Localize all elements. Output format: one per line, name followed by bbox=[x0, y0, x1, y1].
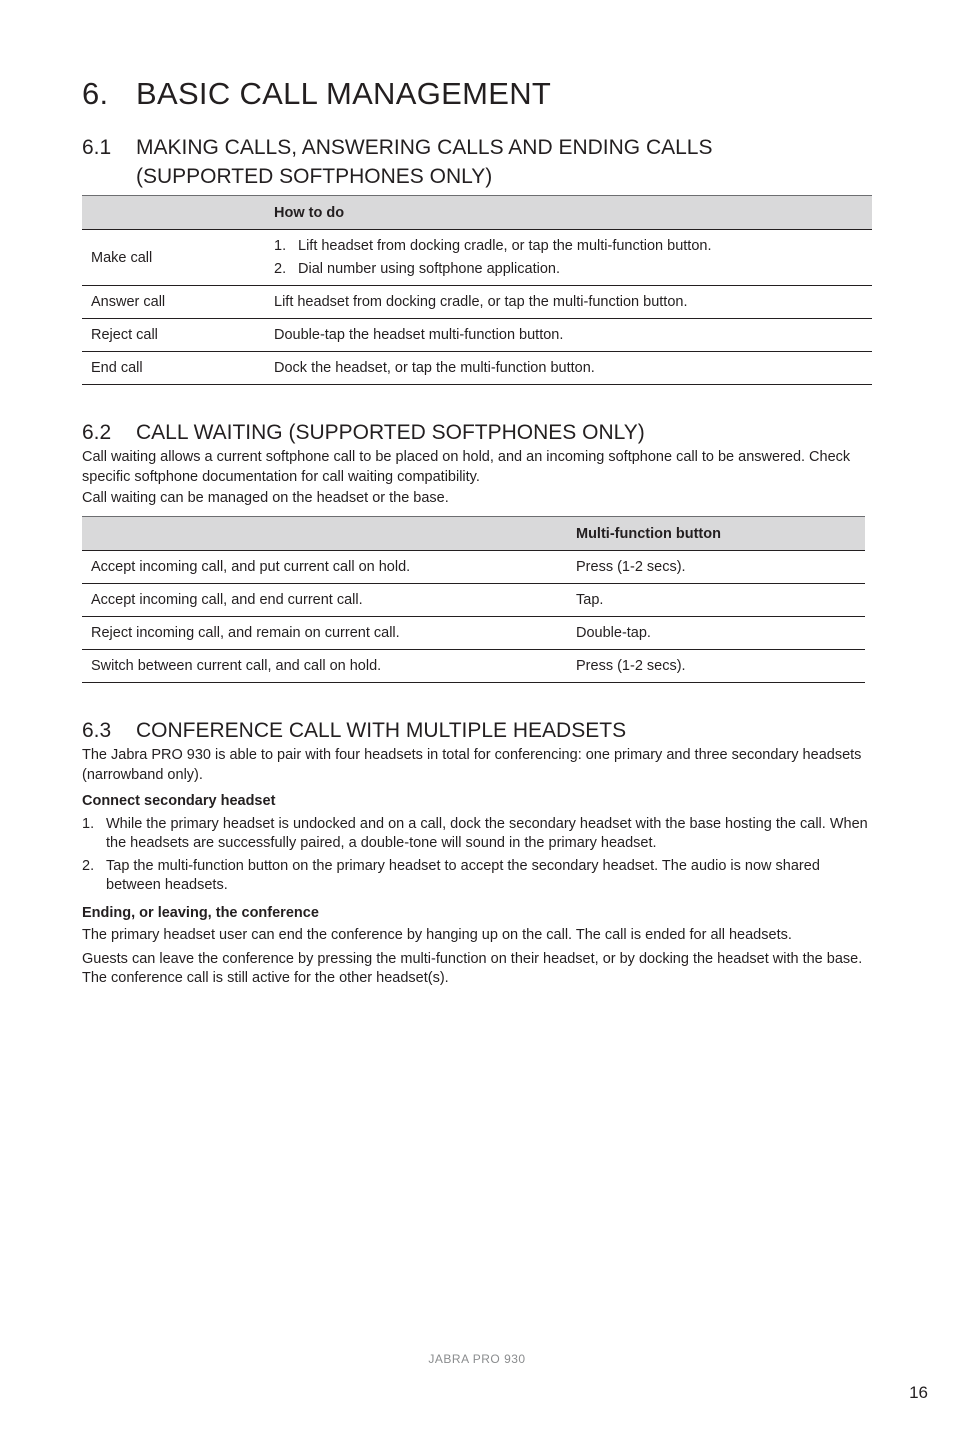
table-header-cell bbox=[82, 196, 265, 230]
table-cell: Double-tap. bbox=[567, 617, 865, 650]
paragraph: The primary headset user can end the conference by hanging up on the call. The call is ended for all headsets. bbox=[82, 927, 792, 943]
table-row bbox=[82, 551, 865, 584]
section-title: CALL WAITING (SUPPORTED SOFTPHONES ONLY) bbox=[136, 421, 645, 444]
paragraph: Guests can leave the conference by pressing the multi-function on their headset, or by docking the headset with the base. The conference call is still active for the other headset(s). bbox=[82, 950, 863, 986]
table-cell-action: End call bbox=[82, 352, 265, 385]
step-text: While the primary headset is undocked and on a call, dock the secondary headset with the base hosting the call. When the headsets are successfully paired, a double-tone will sound in the primary headset. bbox=[106, 815, 868, 851]
chapter-number: 6. bbox=[82, 76, 109, 111]
list-item bbox=[82, 857, 872, 896]
step-number: 2. bbox=[82, 857, 95, 874]
table-cell: Switch between current call, and call on hold. bbox=[82, 650, 567, 683]
table-row bbox=[82, 319, 872, 352]
table-cell: Reject incoming call, and remain on current call. bbox=[82, 617, 567, 650]
table-header-row bbox=[82, 196, 872, 230]
table-row bbox=[82, 230, 872, 286]
connect-steps-list bbox=[82, 815, 872, 896]
section-6-3-body bbox=[82, 746, 872, 989]
call-actions-table bbox=[82, 195, 872, 385]
step-number: 1. bbox=[82, 815, 95, 832]
table-header-cell bbox=[82, 517, 567, 551]
step-number: 2. bbox=[274, 260, 287, 277]
table-row bbox=[82, 286, 872, 319]
page-number: 16 bbox=[909, 1383, 928, 1402]
list-item bbox=[274, 258, 863, 281]
table-cell: Accept incoming call, and end current call. bbox=[82, 584, 567, 617]
section-number: 6.2 bbox=[82, 421, 112, 444]
table-cell-action: Reject call bbox=[82, 319, 265, 352]
section-title-line-1: MAKING CALLS, ANSWERING CALLS AND ENDING CALLS bbox=[136, 136, 713, 159]
section-number: 6.3 bbox=[82, 719, 112, 742]
table-cell-how: Lift headset from docking cradle, or tap the multi-function button. bbox=[265, 286, 872, 319]
section-6-2-body bbox=[82, 448, 882, 509]
table-cell-action: Make call bbox=[82, 230, 265, 286]
call-waiting-table bbox=[82, 516, 865, 683]
subheading: Connect secondary headset bbox=[82, 793, 276, 809]
paragraph: Call waiting allows a current softphone call to be placed on hold, and an incoming softphone call to be answered. Check specific softphone documentation for call waiting compatibility. bbox=[82, 449, 851, 485]
table-cell: Press (1-2 secs). bbox=[567, 551, 865, 584]
table-cell: Press (1-2 secs). bbox=[567, 650, 865, 683]
footer-product-name: JABRA PRO 930 bbox=[428, 1352, 526, 1366]
paragraph: The Jabra PRO 930 is able to pair with four headsets in total for conferencing: one primary and three secondary headsets (narrowband only). bbox=[82, 747, 862, 783]
table-header-row bbox=[82, 517, 865, 551]
table-row bbox=[82, 650, 865, 683]
table-row bbox=[82, 617, 865, 650]
table-cell: Accept incoming call, and put current call on hold. bbox=[82, 551, 567, 584]
chapter-title-text: BASIC CALL MANAGEMENT bbox=[136, 76, 552, 111]
section-6-3-heading bbox=[82, 716, 626, 745]
paragraph: Call waiting can be managed on the headset or the base. bbox=[82, 490, 449, 506]
table-cell: Tap. bbox=[567, 584, 865, 617]
step-text: Lift headset from docking cradle, or tap the multi-function button. bbox=[298, 237, 712, 254]
table-cell-how bbox=[265, 230, 872, 286]
chapter-title bbox=[82, 76, 551, 112]
table-cell-action: Answer call bbox=[82, 286, 265, 319]
section-number: 6.1 bbox=[82, 136, 112, 159]
section-6-1-heading bbox=[82, 133, 713, 191]
section-title-line-2: (SUPPORTED SOFTPHONES ONLY) bbox=[136, 165, 493, 188]
make-call-steps bbox=[274, 235, 863, 281]
table-header-cell: Multi-function button bbox=[567, 517, 865, 551]
table-row bbox=[82, 584, 865, 617]
list-item bbox=[82, 815, 872, 854]
table-header-cell: How to do bbox=[265, 196, 872, 230]
table-row bbox=[82, 352, 872, 385]
table-cell-how: Dock the headset, or tap the multi-function button. bbox=[265, 352, 872, 385]
section-6-2-heading bbox=[82, 418, 645, 447]
list-item bbox=[274, 235, 863, 258]
subheading: Ending, or leaving, the conference bbox=[82, 904, 319, 921]
table-cell-how: Double-tap the headset multi-function button. bbox=[265, 319, 872, 352]
step-text: Tap the multi-function button on the primary headset to accept the secondary headset. The audio is now shared between headsets. bbox=[106, 857, 820, 893]
section-title: CONFERENCE CALL WITH MULTIPLE HEADSETS bbox=[136, 719, 627, 742]
step-text: Dial number using softphone application. bbox=[298, 260, 560, 277]
step-number: 1. bbox=[274, 237, 287, 254]
